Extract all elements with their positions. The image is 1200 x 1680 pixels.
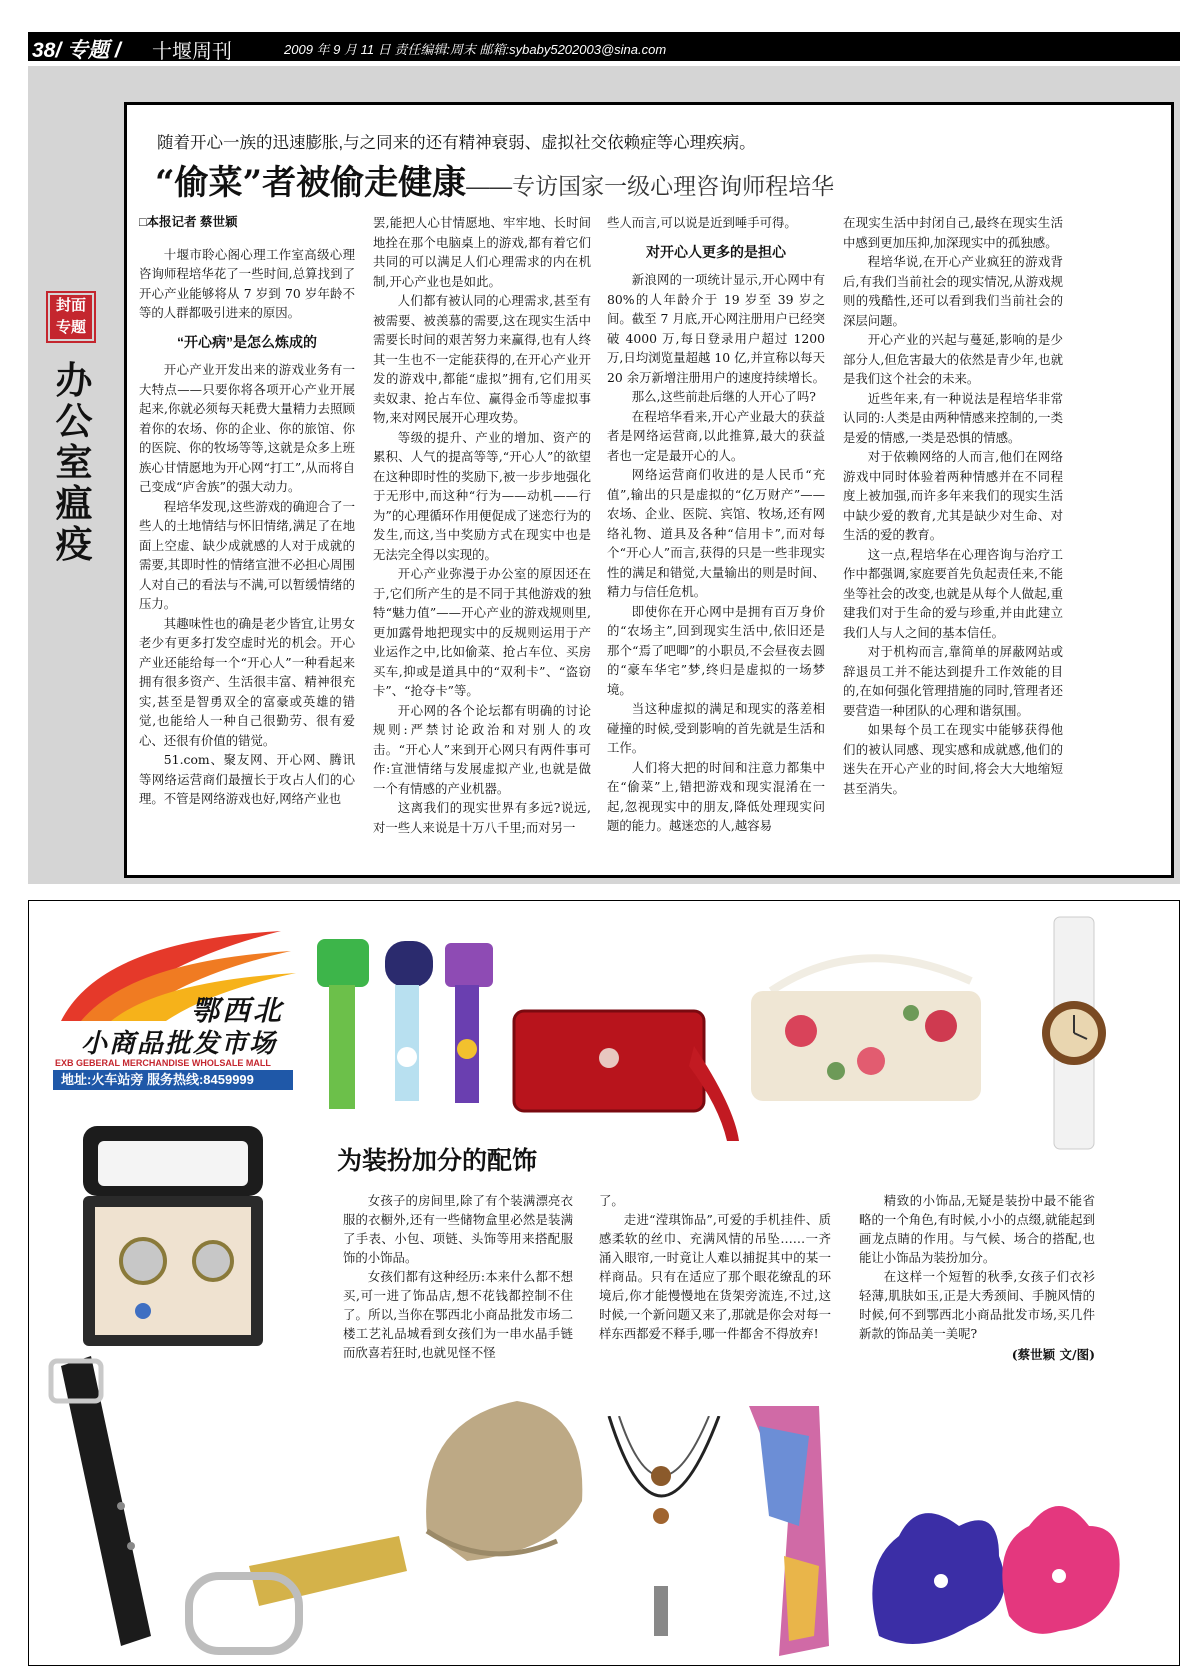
keychain-photo <box>309 919 509 1119</box>
paragraph: 程培华说,在开心产业疯狂的游戏背后,有我们当前社会的现实情况,从游戏规则的残酷性,还可以看到我们当前社会的深层问题。 <box>843 254 1063 328</box>
wristwatch-photo <box>1019 913 1129 1153</box>
paragraph: 即使你在开心网中是拥有百万身价的“农场主”,回到现实生活中,依旧还是那个“焉了吧唧”的小职员,不会昼夜去圆的“豪车华宅”梦,终归是虚拟的一场梦境。 <box>607 603 825 697</box>
paragraph: 了。 <box>599 1193 624 1208</box>
paragraph: 女孩们都有这种经历:本来什么都不想买,可一进了饰品店,想不花钱都控制不住了。所以,当你在鄂西北小商品批发市场二楼工艺礼品城看到女孩们为一串水晶手链而欣喜若狂时,也就见怪不怪 <box>343 1269 573 1360</box>
paragraph: 人们将大把的时间和注意力都集中在“偷菜”上,错把游戏和现实混淆在一起,忽视现实中的朋友,降低处理现实问题的能力。越迷恋的人,越容易 <box>607 759 825 833</box>
paragraph: 开心产业的兴起与蔓延,影响的是少部分人,但危害最大的依然是青少年,也就是我们这个社会的未来。 <box>843 332 1063 386</box>
paragraph: 在程培华看来,开心产业最大的获益者是网络运营商,以此推算,最大的获益者也一定是最开心的人。 <box>607 408 825 463</box>
red-wallet-photo <box>509 996 749 1146</box>
black-belt-photo <box>31 1346 181 1666</box>
market-logo <box>41 921 311 1091</box>
cover-feature-stamp <box>46 291 96 343</box>
publication-brand: 十堰周刊 <box>152 39 232 63</box>
paragraph: 对于依赖网络的人而言,他们在网络游戏中同时体验着两种情感并在不同程度上被加强,而许多年来我们的现实生活中缺少爱的教育,尤其是缺少对生命、对生活的爱的教育。 <box>843 449 1063 542</box>
feature-title: 为装扮加分的配饰 <box>337 1147 538 1175</box>
paragraph: 罢,能把人心甘情愿地、牢牢地、长时间地拴在那个电脑桌上的游戏,都有着它们共同的可以满足人们心理需求的内在机制,开心产业也是如此。 <box>373 215 591 289</box>
paragraph: 人们都有被认同的心理需求,甚至有被需要、被羡慕的需要,这在现实生活中需要长时间的艰苦努力来赢得,也有人终其一生也不一定能获得的,在开心产业开发的游戏中,都能“虚拟”拥有,它们用买卖奴隶、抢占车位、赢得金币等虚拟事物,来对网民展开心理攻势。 <box>373 293 591 425</box>
article-lead: 随着开心一族的迅速膨胀,与之同来的还有精神衰弱、虚拟社交依赖症等心理疾病。 <box>157 134 756 152</box>
paragraph: 其趣味性也的确是老少皆宜,让男女老少有更多打发空虚时光的机会。开心产业还能给每一个“开心人”一种看起来拥有很多资产、生活很丰富、精神很充实,甚至是智勇双全的富豪或英雄的错觉,也能给人一种自己很勤劳、很有爱心、还很有价值的错觉。 <box>139 615 355 748</box>
vertical-section-title: 办公室瘟疫 <box>55 358 93 566</box>
gold-belt-photo <box>179 1526 409 1666</box>
paragraph: 开心产业开发出来的游戏业务有一大特点——只要你将各项开心产业开展起来,你就必须每天耗费大量精力去照顾着你的农场、你的企业、你的旅馆、你的医院、你的牧场等等,这就是众多上班族心甘情愿地为开心网“打工”,从而将自己变成“庐舍族”的强大动力。 <box>139 362 355 494</box>
paragraph: 那么,这些前赴后继的人开心了吗? <box>631 389 816 404</box>
article-column-4 <box>843 213 1063 873</box>
address-banner: 地址:火车站旁 服务热线:8459999 <box>53 1070 293 1090</box>
paragraph: 在现实生活中封闭自己,最终在现实生活中感到更加压抑,加深现实中的孤独感。 <box>843 215 1063 250</box>
section-heading: 对开心人更多的是担心 <box>646 243 786 260</box>
paragraph: 新浪网的一项统计显示,开心网中有 80%的人年龄介于 19 岁至 39 岁之间。截至 7 月底,开心网注册用户已经突破 4000 万,每日登录用户超过 1200 万,日均浏览量超越 10 亿,并宣称以每天 20 余万新增注册用户的速度持续增长。 <box>607 272 825 385</box>
flower-hairclips-photo <box>859 1486 1129 1646</box>
necklaces-photo <box>599 1416 729 1656</box>
article-subtitle: ——专访国家一级心理咨询师程培华 <box>466 173 835 199</box>
floral-handbag-photo <box>741 921 1001 1111</box>
paragraph: 对于机构而言,靠简单的屏蔽网站或辞退员工并不能达到提升工作效能的目的,在如何强化管理措施的同时,管理者还要营造一种团队的心理和谐氛围。 <box>843 644 1063 718</box>
paragraph: 近些年来,有一种说法是程培华非常认同的:人类是由两种情感来控制的,一类是爱的情感,一类是恐惧的情感。 <box>843 390 1063 445</box>
paragraph: 精致的小饰品,无疑是装扮中最不能省略的一个角色,有时候,小小的点缀,就能起到画龙点睛的作用。与气候、场合的搭配,也能让小饰品为装扮加分。 <box>859 1193 1095 1265</box>
paragraph: 程培华发现,这些游戏的确迎合了一些人的土地情结与怀旧情绪,满足了在地面上空虚、缺少成就感的人对于成就的需要,其即时性的情绪宣泄不必担心周围人对自己的看法与不满,可以暂缓情绪的压力。 <box>139 498 355 611</box>
paragraph: 网络运营商们收进的是人民币“充值”,输出的只是虚拟的“亿万财产”——农场、企业、医院、宾馆、牧场,还有网络礼物、道具及各种“信用卡”,而对每个“开心人”而言,获得的只是一些非现实性的满足和错觉,大量输出的则是时间、精力与信任危机。 <box>607 467 825 599</box>
photo-credit: (蔡世颖 文/图) <box>1011 1347 1095 1362</box>
paragraph: 这离我们的现实世界有多远?说远,对一些人来说是十万八千里;而对另一 <box>373 800 591 835</box>
feature-column-2 <box>599 1191 831 1343</box>
paragraph: 当这种虚拟的满足和现实的落差相碰撞的时候,受到影响的首先就是生活和工作。 <box>607 701 825 755</box>
article-byline: □本报记者 蔡世颖 <box>139 215 238 229</box>
paragraph: 走进“滢琪饰品”,可爱的手机挂件、质感柔软的丝巾、充满风情的吊坠……一齐涌入眼帘,一时竟让人难以捕捉其中的某一样商品。只有在适应了那个眼花缭乱的环境后,你才能慢慢地在货架旁流连,不过,这时候,一个新问题又来了,那就是你会对每一样东西都爱不释手,哪一件都舍不得放弃! <box>599 1212 831 1341</box>
issue-meta: 2009 年 9 月 11 日 责任编辑:周末 邮箱:sybaby5202003@sina.com <box>284 42 667 57</box>
paragraph: 女孩子的房间里,除了有个装满漂亮衣服的衣橱外,还有一些储物盒里必然是装满了手表、小包、项链、头饰等用来搭配服饰的小饰品。 <box>343 1193 573 1265</box>
logo-text-region: 鄂西北 <box>191 994 285 1027</box>
feature-column-1 <box>343 1191 573 1362</box>
page-header-bar <box>28 32 1180 61</box>
paragraph: 开心产业弥漫于办公室的原因还在于,它们所产生的是不同于其他游戏的独特“魅力值”——开心产业的游戏规则里,更加露骨地把现实中的反规则运用于产业运作之中,比如偷菜、抢占车位、买房买车,抑或是道具中的“双利卡”、“盗窃卡”、“抢夺卡”等。 <box>373 566 591 698</box>
article-column-3 <box>607 213 825 873</box>
paragraph: 51.com、聚友网、开心网、腾讯等网络运营商们最擅长于攻占人们的心理。不管是网络游戏也好,网络产业也 <box>139 752 355 806</box>
article-headline <box>155 155 834 204</box>
article-column-1 <box>139 213 355 873</box>
paragraph: 些人而言,可以说是近到唾手可得。 <box>607 215 797 230</box>
paragraph: 开心网的各个论坛都有明确的讨论规则:严禁讨论政治和对别人的攻击。“开心人”来到开心网只有两件事可作:宣泄情绪与发展虚拟产业,也就是做一个有情感的产业机器。 <box>373 702 591 796</box>
flat-cap-photo <box>407 1381 597 1581</box>
logo-text-market: 小商品批发市场 <box>81 1029 278 1059</box>
watch-gift-box-photo <box>73 1121 283 1361</box>
paragraph: 十堰市聆心阁心理工作室高级心理咨询师程培华花了一些时间,总算找到了开心产业能够将从 7 岁到 70 岁年龄不等的人群都吸引进来的原因。 <box>139 246 355 320</box>
paragraph: 等级的提升、产业的增加、资产的累积、人气的提高等等,“开心人”的欲望在这种即时性的奖励下,被一步步地强化于无形中,而这种“行为——动机——行为”的心理循环作用便促成了迷恋行为的发生,而这,当中奖励方式在现实中也是无法完全得以实现的。 <box>373 429 591 562</box>
article-box <box>124 102 1174 878</box>
paragraph: 在这样一个短暂的秋季,女孩子们衣衫轻薄,肌肤如玉,正是大秀颈间、手腕风情的时候,何不到鄂西北小商品批发市场,买几件新款的饰品美一美呢? <box>859 1269 1095 1341</box>
feature-column-3 <box>859 1191 1095 1364</box>
article-column-2 <box>373 213 591 873</box>
logo-english-name: EXB GEBERAL MERCHANDISE WHOLSALE MALL <box>55 1058 271 1068</box>
paragraph: 这一点,程培华在心理咨询与治疗工作中都强调,家庭要首先负起责任来,不能坐等社会的改变,也就是从每个人做起,重建我们对于生命的爱与珍重,并由此建立我们人与人之间的基本信任。 <box>843 546 1063 640</box>
section-heading: “开心病”是怎么炼成的 <box>177 333 317 350</box>
paragraph: 如果每个员工在现实中能够获得他们的被认同感、现实感和成就感,他们的迷失在开心产业的时间,将会大大地缩短甚至消失。 <box>843 722 1063 796</box>
advertorial-section <box>28 900 1180 1666</box>
silk-scarf-photo <box>729 1406 849 1656</box>
article-title: “偷菜”者被偷走健康 <box>155 163 467 203</box>
page-number-label: 38/ 专题 / <box>32 39 121 62</box>
stamp-label: 封面专题 <box>50 295 92 339</box>
